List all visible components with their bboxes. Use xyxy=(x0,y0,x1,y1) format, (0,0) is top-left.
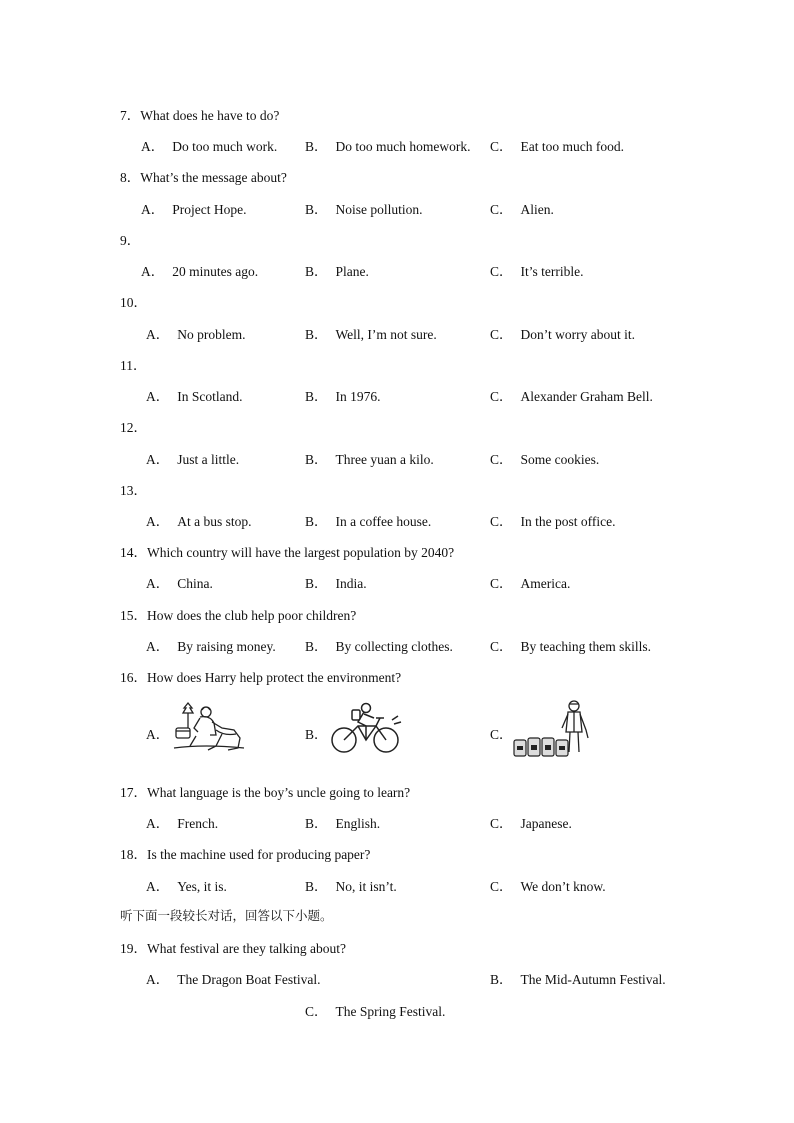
option-19b[interactable]: B． The Mid-Autumn Festival. xyxy=(490,972,666,987)
option-13c[interactable]: C． In the post office. xyxy=(490,514,616,529)
option-13a[interactable]: A． At a bus stop. xyxy=(146,514,252,529)
option-15a[interactable]: A． By raising money. xyxy=(146,639,276,654)
option-16b[interactable]: B． xyxy=(305,727,328,742)
option-14a[interactable]: A． China. xyxy=(146,576,213,591)
option-19a[interactable]: A． The Dragon Boat Festival. xyxy=(146,972,321,987)
option-12b[interactable]: B． Three yuan a kilo. xyxy=(305,452,434,467)
option-9c[interactable]: C． It’s terrible. xyxy=(490,264,584,279)
option-7a[interactable]: A． Do too much work. xyxy=(141,139,278,154)
option-15c[interactable]: C． By teaching them skills. xyxy=(490,639,652,654)
option-10a[interactable]: A． No problem. xyxy=(146,327,246,342)
option-11c[interactable]: C． Alexander Graham Bell. xyxy=(490,389,653,404)
question-8: 8．What’s the message about? xyxy=(120,170,287,185)
question-16: 16．How does Harry help protect the environment? xyxy=(120,670,402,685)
option-17c[interactable]: C． Japanese. xyxy=(490,816,572,831)
section-instruction: 听下面一段较长对话，回答以下小题。 xyxy=(120,908,333,923)
recycling-bins-picture xyxy=(512,698,596,760)
option-19c[interactable]: C． The Spring Festival. xyxy=(305,1004,446,1019)
option-8c[interactable]: C． Alien. xyxy=(490,202,554,217)
question-text: What festival are they talking about? xyxy=(147,941,347,956)
option-18a[interactable]: A． Yes, it is. xyxy=(146,879,227,894)
option-12a[interactable]: A． Just a little. xyxy=(146,452,240,467)
question-text: How does the club help poor children? xyxy=(147,608,357,623)
option-8b[interactable]: B． Noise pollution. xyxy=(305,202,423,217)
option-7b[interactable]: B． Do too much homework. xyxy=(305,139,471,154)
option-12c[interactable]: C． Some cookies. xyxy=(490,452,600,467)
question-12: 12． xyxy=(120,420,147,435)
question-text: What’s the message about? xyxy=(140,170,287,185)
question-13: 13． xyxy=(120,483,147,498)
question-text: How does Harry help protect the environment? xyxy=(147,670,402,685)
option-8a[interactable]: A． Project Hope. xyxy=(141,202,247,217)
cycling-picture xyxy=(330,702,402,756)
option-17a[interactable]: A． French. xyxy=(146,816,219,831)
option-14c[interactable]: C． America. xyxy=(490,576,571,591)
question-text: Which country will have the largest population by 2040? xyxy=(147,545,455,560)
question-10: 10． xyxy=(120,295,147,310)
option-13b[interactable]: B． In a coffee house. xyxy=(305,514,432,529)
question-19: 19．What festival are they talking about? xyxy=(120,941,347,956)
option-7c[interactable]: C． Eat too much food. xyxy=(490,139,624,154)
option-17b[interactable]: B． English. xyxy=(305,816,381,831)
option-9a[interactable]: A． 20 minutes ago. xyxy=(141,264,259,279)
option-11a[interactable]: A． In Scotland. xyxy=(146,389,243,404)
option-15b[interactable]: B． By collecting clothes. xyxy=(305,639,453,654)
question-9: 9． xyxy=(120,233,141,248)
question-7: 7．What does he have to do? xyxy=(120,108,280,123)
option-16a[interactable]: A． xyxy=(146,727,170,742)
option-11b[interactable]: B． In 1976. xyxy=(305,389,381,404)
question-18: 18．Is the machine used for producing paper? xyxy=(120,847,371,862)
option-16c[interactable]: C． xyxy=(490,727,513,742)
question-11: 11． xyxy=(120,358,147,373)
option-10c[interactable]: C． Don’t worry about it. xyxy=(490,327,636,342)
question-14: 14．Which country will have the largest population by 2040? xyxy=(120,545,455,560)
option-18c[interactable]: C． We don’t know. xyxy=(490,879,606,894)
option-10b[interactable]: B． Well, I’m not sure. xyxy=(305,327,437,342)
option-14b[interactable]: B． India. xyxy=(305,576,367,591)
question-text: What language is the boy’s uncle going to learn? xyxy=(147,785,411,800)
question-text: What does he have to do? xyxy=(140,108,280,123)
question-text: Is the machine used for producing paper? xyxy=(147,847,371,862)
option-9b[interactable]: B． Plane. xyxy=(305,264,369,279)
planting-tree-picture xyxy=(172,700,246,758)
option-18b[interactable]: B． No, it isn’t. xyxy=(305,879,397,894)
question-17: 17．What language is the boy’s uncle going to learn? xyxy=(120,785,411,800)
question-15: 15．How does the club help poor children? xyxy=(120,608,357,623)
